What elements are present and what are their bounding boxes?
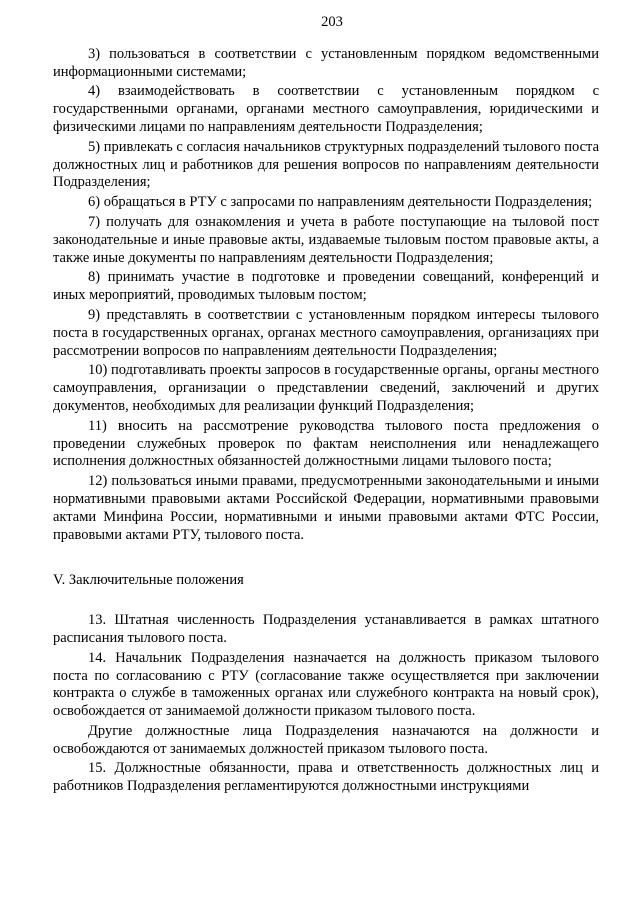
paragraph-item-5: 5) привлекать с согласия начальников структурных подразделений тылового поста должностных лиц и работников для решения вопросов по направлениям деятельности Подразделения; — [53, 138, 599, 191]
paragraph-item-4: 4) взаимодействовать в соответствии с установленным порядком с государственными органами, органами местного самоуправления, юридическими и физическими лицами по направлениям деятельности Подразделения; — [53, 83, 599, 135]
paragraph-clause-14-continued: Другие должностные лица Подразделения назначаются на должности и освобождаются от занимаемых должностей приказом тылового поста. — [53, 722, 599, 757]
page-number: 203 — [321, 14, 343, 30]
rights-list — [53, 46, 599, 545]
paragraph-item-9: 9) представлять в соответствии с установленным порядком интересы тылового поста в государственных органах, органах местного самоуправления, организациях при рассмотрении вопросов по направлениям деятельности Подразделения; — [53, 306, 599, 359]
paragraph-item-3: 3) пользоваться в соответствии с установленным порядком ведомственными информационными системами; — [53, 45, 599, 80]
final-provisions — [53, 612, 599, 796]
section-heading: V. Заключительные положения — [53, 572, 244, 589]
paragraph-item-6: 6) обращаться в РТУ с запросами по направлениям деятельности Подразделения; — [88, 194, 593, 211]
paragraph-item-12: 12) пользоваться иными правами, предусмотренными законодательными и иными нормативными правовыми актами Российской Федерации, нормативными правовыми актами Минфина России, нормативными и иными правовыми актами ФТС России, правовыми актами РТУ, тылового поста. — [53, 473, 599, 543]
paragraph-clause-15: 15. Должностные обязанности, права и ответственность должностных лиц и работников Подразделения регламентируются должностными инструкциями — [53, 760, 599, 795]
paragraph-clause-13: 13. Штатная численность Подразделения устанавливается в рамках штатного расписания тылового поста. — [53, 612, 599, 646]
paragraph-item-10: 10) подготавливать проекты запросов в государственные органы, органы местного самоуправления, организации о представлении сведений, заключений и других документов, необходимых для реализации функций Подразделения; — [53, 362, 599, 414]
paragraph-clause-14: 14. Начальник Подразделения назначается на должность приказом тылового поста по согласованию с РТУ (согласование также осуществляется при заключении контракта о службе в таможенных органах или служебного контракта на новый срок), освобождается от занимаемой должности приказом тылового поста. — [53, 649, 599, 720]
paragraph-item-7: 7) получать для ознакомления и учета в работе поступающие на тыловой пост законодательные и иные правовые акты, издаваемые тыловым постом правовые акты, а также иные документы по направлениям деятельности Подразделения; — [53, 213, 599, 266]
paragraph-item-11: 11) вносить на рассмотрение руководства тылового поста предложения о проведении служебных проверок по фактам неисполнения или ненадлежащего исполнения должностных обязанностей должностными лицами тылового поста; — [53, 417, 599, 470]
paragraph-item-8: 8) принимать участие в подготовке и проведении совещаний, конференций и иных мероприятий, проводимых тыловым постом; — [53, 269, 599, 304]
